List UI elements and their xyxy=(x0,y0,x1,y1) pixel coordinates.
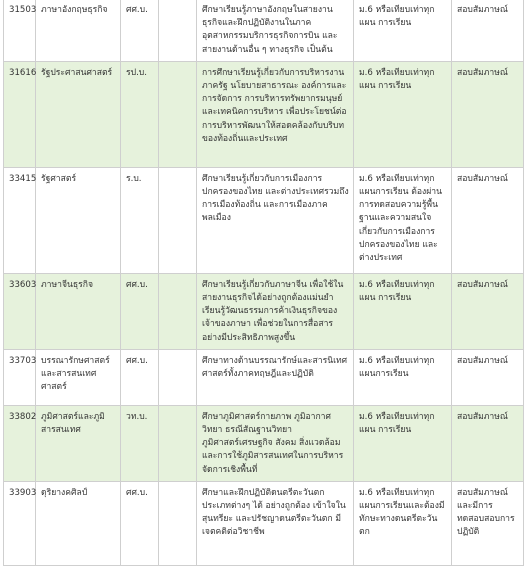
program-name: ภูมิศาสตร์และภูมิสารสนเทศ xyxy=(36,405,121,481)
extra-cell xyxy=(159,405,197,481)
table-row xyxy=(4,273,524,349)
degree-abbr: ศศ.บ. xyxy=(121,481,159,565)
admission-qualification: ม.6 หรือเทียบเท่าทุกแผน การเรียน xyxy=(354,61,452,167)
table-row xyxy=(4,349,524,405)
selection-method: สอบสัมภาษณ์ xyxy=(452,273,524,349)
program-description: ศึกษาเรียนรู้เกี่ยวกับภาษาจีน เพื่อใช้ในสายงานธุรกิจได้อย่างถูกต้องแม่นยำ เรียนรู้วัฒนธรรมการค้าเงินธุรกิจของเจ้าของภาษา เพื่อช่วยในการสื่อสารอย่างมีประสิทธิภาพสูงขึ้น xyxy=(197,273,354,349)
program-description: ศึกษาภูมิศาสตร์กายภาพ ภูมิอากาศวิทยา ธรณีสัณฐานวิทยา ภูมิศาสตร์เศรษฐกิจ สังคม สิ่งแวดล้อม และการใช้ภูมิสารสนเทศในการบริหารจัดการเชิงพื้นที่ xyxy=(197,405,354,481)
extra-cell xyxy=(159,273,197,349)
program-name: ดุริยางคศิลป์ xyxy=(36,481,121,565)
program-description: ศึกษาและฝึกปฏิบัติดนตรีตะวันตกประเภทต่างๆ ได้ อย่างถูกต้อง เข้าใจในสุนทรียะ และปรัชญาดนตรีตะวันตก มีเจตคติต่อวิชาชีพ xyxy=(197,481,354,565)
program-code: 31503 xyxy=(4,0,36,61)
table-row xyxy=(4,0,524,61)
program-name: รัฐศาสตร์ xyxy=(36,167,121,273)
table-row xyxy=(4,61,524,167)
program-description: ศึกษาเรียนรู้ภาษาอังกฤษในสายงานธุรกิจและฝึกปฏิบัติงานในภาคอุตสาหกรรมบริการธุรกิจการบิน และสายงานด้านอื่น ๆ ทางธุรกิจ เป็นต้น xyxy=(197,0,354,61)
selection-method: สอบสัมภาษณ์ xyxy=(452,61,524,167)
admission-qualification: ม.6 หรือเทียบเท่าทุกแผนการเรียนและต้องมีทักษะทางดนตรีตะวันตก xyxy=(354,481,452,565)
selection-method: สอบสัมภาษณ์ xyxy=(452,349,524,405)
program-table xyxy=(3,0,524,566)
table-row xyxy=(4,481,524,565)
program-description: ศึกษาทางด้านบรรณารักษ์และสารนิเทศศาสตร์ทั้งภาคทฤษฎีและปฏิบัติ xyxy=(197,349,354,405)
extra-cell xyxy=(159,61,197,167)
extra-cell xyxy=(159,349,197,405)
admission-qualification: ม.6 หรือเทียบเท่าทุกแผน การเรียน xyxy=(354,0,452,61)
program-name: ภาษาอังกฤษธุรกิจ xyxy=(36,0,121,61)
program-code: 33415 xyxy=(4,167,36,273)
program-name: ภาษาจีนธุรกิจ xyxy=(36,273,121,349)
admission-qualification: ม.6 หรือเทียบเท่าทุกแผนการเรียน xyxy=(354,349,452,405)
program-code: 31616 xyxy=(4,61,36,167)
extra-cell xyxy=(159,167,197,273)
table-row xyxy=(4,405,524,481)
degree-abbr: วท.บ. xyxy=(121,405,159,481)
program-code: 33802 xyxy=(4,405,36,481)
selection-method: สอบสัมภาษณ์ xyxy=(452,0,524,61)
degree-abbr: ศศ.บ. xyxy=(121,273,159,349)
program-code: 33903 xyxy=(4,481,36,565)
admission-qualification: ม.6 หรือเทียบเท่าทุกแผนการเรียน ต้องผ่านการทดสอบความรู้พื้นฐานและความสนใจเกี่ยวกับการเมืองการปกครองของไทย และต่างประเทศ xyxy=(354,167,452,273)
degree-abbr: ร.บ. xyxy=(121,167,159,273)
table-row xyxy=(4,167,524,273)
program-description: ศึกษาเรียนรู้เกี่ยวกับการเมืองการปกครองของไทย และต่างประเทศรวมถึงการเมืองท้องถิ่น และการเมืองภาคพลเมือง xyxy=(197,167,354,273)
selection-method: สอบสัมภาษณ์ xyxy=(452,167,524,273)
program-code: 33603 xyxy=(4,273,36,349)
program-description: การศึกษาเรียนรู้เกี่ยวกับการบริหารงานภาครัฐ นโยบายสาธารณะ องค์การและการจัดการ การบริหารทรัพยากรมนุษย์และเทคนิคการบริหาร เพื่อประโยชน์ต่อการบริหารพัฒนาให้สอดคล้องกับบริบทของท้องถิ่นและประเทศ xyxy=(197,61,354,167)
extra-cell xyxy=(159,0,197,61)
program-code: 33703 xyxy=(4,349,36,405)
selection-method: สอบสัมภาษณ์ xyxy=(452,405,524,481)
degree-abbr: ศศ.บ. xyxy=(121,349,159,405)
program-name: บรรณารักษศาสตร์และสารสนเทศศาสตร์ xyxy=(36,349,121,405)
admission-qualification: ม.6 หรือเทียบเท่าทุกแผน การเรียน xyxy=(354,273,452,349)
degree-abbr: ศศ.บ. xyxy=(121,0,159,61)
program-name: รัฐประศาสนศาสตร์ xyxy=(36,61,121,167)
selection-method: สอบสัมภาษณ์และมีการทดสอบสอบการปฏิบัติ xyxy=(452,481,524,565)
admission-qualification: ม.6 หรือเทียบเท่าทุกแผน การเรียน xyxy=(354,405,452,481)
extra-cell xyxy=(159,481,197,565)
degree-abbr: รป.บ. xyxy=(121,61,159,167)
